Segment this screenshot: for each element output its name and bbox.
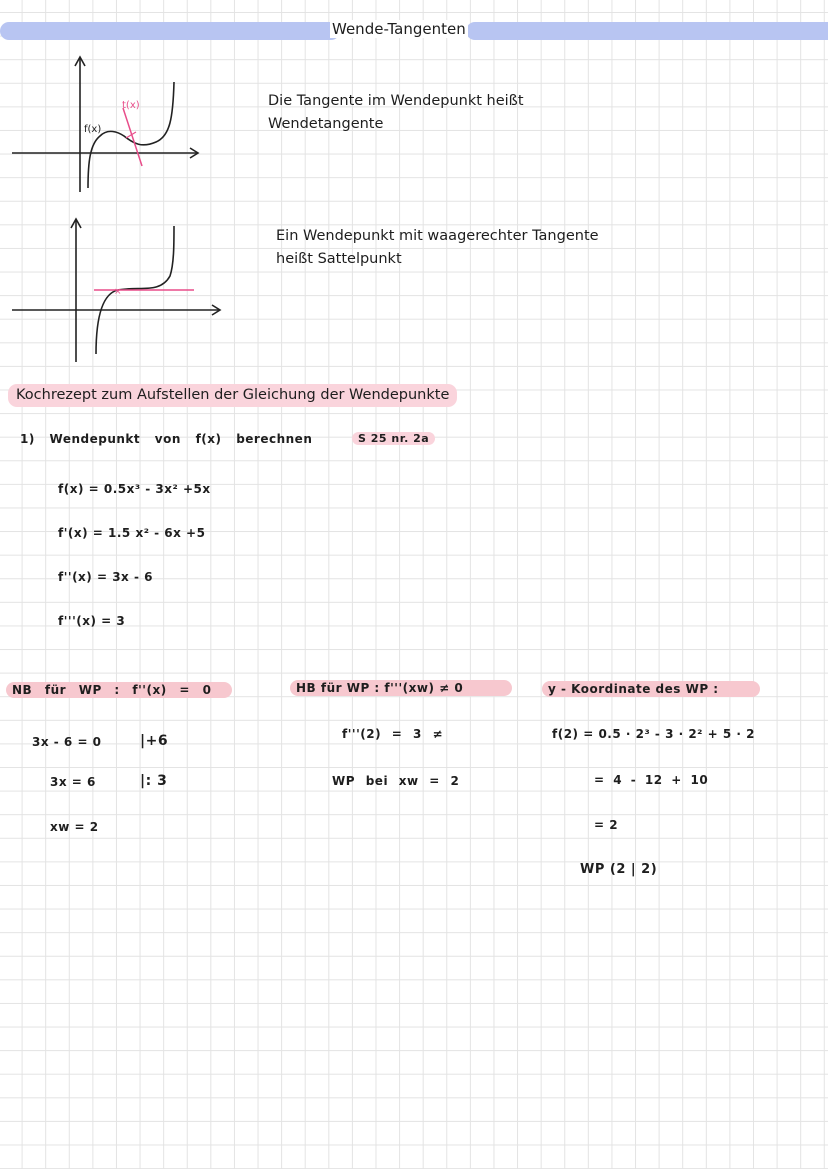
header-bar-left [0,22,340,40]
nb-line3: xw = 2 [50,820,99,834]
page-title: Wende-Tangenten [332,20,466,38]
header-bar-right [466,22,828,40]
f1-equation: f'(x) = 1.5 x² - 6x +5 [58,526,206,540]
y-line3: = 2 [594,818,619,832]
nb-op2: |: 3 [140,773,168,789]
recipe-heading: Kochrezept zum Aufstellen der Gleichung der Wendepunkte [8,384,457,407]
reference-text: S 25 nr. 2a [358,432,430,445]
f2-equation: f''(x) = 3x - 6 [58,570,153,584]
reference-label [352,432,435,445]
wendetangente-note: Die Tangente im Wendepunkt heißt Wendetangente [268,93,524,132]
sattelpunkt-sketch [10,214,230,364]
sattelpunkt-note: Ein Wendepunkt mit waagerechter Tangente heißt Sattelpunkt [276,228,599,267]
y-label: y - Koordinate des WP : [542,681,760,697]
step1-label: 1) Wendepunkt von f(x) berechnen [20,432,313,446]
wendetangente-sketch [10,52,230,192]
nb-op1: |+6 [140,733,169,749]
nb-line1: 3x - 6 = 0 [32,735,102,749]
hb-line2: WP bei xw = 2 [332,774,460,788]
graph1-fx-label: f(x) [84,124,102,135]
y-line1: f(2) = 0.5 · 2³ - 3 · 2² + 5 · 2 [552,727,755,741]
nb-line2: 3x = 6 [50,775,96,789]
nb-label: NB für WP : f''(x) = 0 [6,682,232,698]
f-equation: f(x) = 0.5x³ - 3x² +5x [58,482,211,496]
hb-label: HB für WP : f'''(xw) ≠ 0 [290,680,512,696]
graph1-tangent-label: t(x) [122,100,140,111]
svg-text:×: × [114,287,122,297]
wp-result: WP (2 | 2) [580,862,658,877]
f3-equation: f'''(x) = 3 [58,614,126,628]
y-line2: = 4 - 12 + 10 [594,773,709,787]
hb-line1: f'''(2) = 3 ≠ [342,727,444,741]
